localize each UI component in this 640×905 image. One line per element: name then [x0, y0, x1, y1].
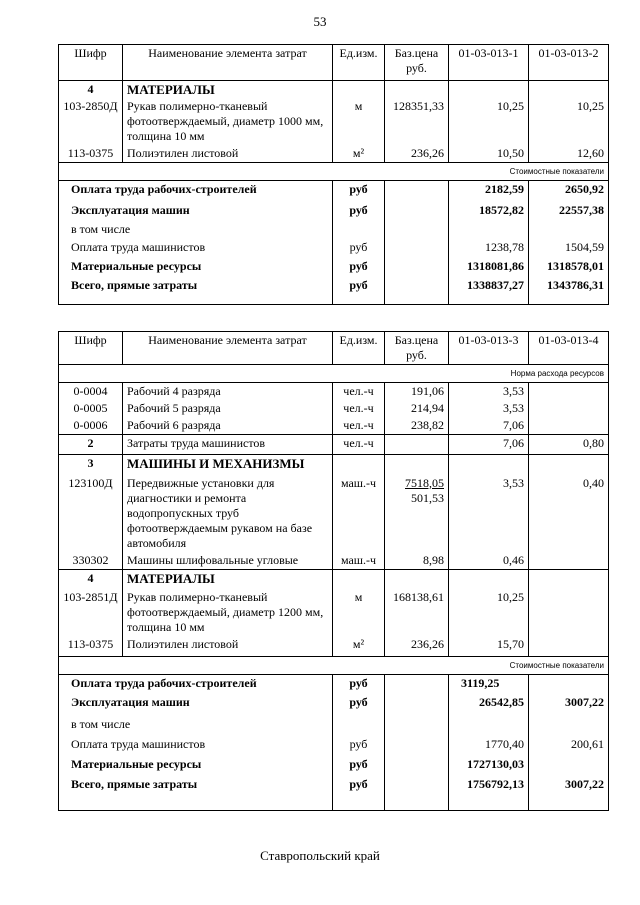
row-v1: 3,53	[449, 400, 529, 417]
row-unit: маш.-ч	[333, 552, 385, 570]
summary-name: Оплата труда рабочих-строителей	[59, 674, 333, 694]
row-price	[385, 435, 449, 455]
summary-v2: 3007,22	[529, 776, 609, 810]
row-v2	[529, 552, 609, 570]
header-col4: 01-03-013-4	[529, 332, 609, 365]
subheader-norm: Норма расхода ресурсов	[59, 365, 609, 383]
section-title: МАТЕРИАЛЫ	[123, 569, 333, 589]
header-code: Шифр	[59, 332, 123, 365]
row-v2: 0,40	[529, 475, 609, 552]
summary-v2: 22557,38	[529, 202, 609, 221]
header-price: Баз.цена руб.	[385, 45, 449, 81]
header-col1: 01-03-013-1	[449, 45, 529, 81]
row-unit: м	[333, 589, 385, 636]
section-code: 3	[59, 455, 123, 475]
summary-unit: руб	[333, 258, 385, 277]
cost-table-2	[58, 331, 609, 811]
summary-name: Оплата труда машинистов	[59, 239, 333, 258]
summary-name: Материальные ресурсы	[59, 258, 333, 277]
row-price: 128351,33	[385, 98, 449, 145]
table-row	[59, 417, 609, 435]
summary-name: Всего, прямые затраты	[59, 776, 333, 810]
summary-unit: руб	[333, 181, 385, 202]
row-name: Затраты труда машинистов	[123, 435, 333, 455]
row-code: 330302	[59, 552, 123, 570]
row-name: Машины шлифовальные угловые	[123, 552, 333, 570]
row-code: 0-0004	[59, 383, 123, 401]
summary-v2: 1504,59	[529, 239, 609, 258]
summary-unit: руб	[333, 776, 385, 810]
row-unit: маш.-ч	[333, 475, 385, 552]
row-price: 236,26	[385, 636, 449, 656]
header-price: Баз.цена руб.	[385, 332, 449, 365]
row-v1: 10,25	[449, 589, 529, 636]
summary-unit: руб	[333, 694, 385, 716]
summary-name: в том числе	[59, 716, 333, 736]
summary-row	[59, 258, 609, 277]
summary-unit: руб	[333, 202, 385, 221]
row-v1: 7,06	[449, 435, 529, 455]
summary-v1: 1238,78	[449, 239, 529, 258]
summary-row	[59, 716, 609, 736]
page-number: 53	[313, 14, 327, 29]
summary-v2: 1318578,01	[529, 258, 609, 277]
row-price: 238,82	[385, 417, 449, 435]
row-v2: 0,80	[529, 435, 609, 455]
summary-v1: 2182,59	[449, 181, 529, 202]
table-row	[59, 435, 609, 455]
row-code: 103-2850Д	[59, 98, 123, 145]
subheader-cost: Стоимостные показатели	[59, 163, 609, 181]
summary-row	[59, 181, 609, 202]
row-price: 236,26	[385, 145, 449, 163]
summary-v1: 1318081,86	[449, 258, 529, 277]
row-v2: 12,60	[529, 145, 609, 163]
summary-unit: руб	[333, 736, 385, 756]
row-v1: 10,25	[449, 98, 529, 145]
summary-v1: 1770,40	[449, 736, 529, 756]
row-price: 191,06	[385, 383, 449, 401]
footer-region: Ставропольский край	[260, 848, 380, 863]
row-code: 123100Д	[59, 475, 123, 552]
row-v2	[529, 400, 609, 417]
row-code: 113-0375	[59, 636, 123, 656]
summary-row	[59, 756, 609, 776]
table-row	[59, 400, 609, 417]
summary-row	[59, 776, 609, 810]
row-v2	[529, 383, 609, 401]
row-name: Рабочий 6 разряда	[123, 417, 333, 435]
section-code: 4	[59, 81, 123, 99]
row-v1: 3,53	[449, 383, 529, 401]
summary-row	[59, 221, 609, 239]
row-price: 214,94	[385, 400, 449, 417]
subheader-cost: Стоимостные показатели	[59, 656, 609, 674]
header-col2: 01-03-013-2	[529, 45, 609, 81]
row-code: 113-0375	[59, 145, 123, 163]
summary-unit: руб	[333, 277, 385, 305]
row-name: Полиэтилен листовой	[123, 145, 333, 163]
summary-name: в том числе	[59, 221, 333, 239]
table-row	[59, 145, 609, 163]
price-bottom: 501,53	[411, 490, 444, 505]
summary-unit: руб	[333, 756, 385, 776]
summary-row	[59, 277, 609, 305]
summary-row	[59, 694, 609, 716]
row-code: 2	[59, 435, 123, 455]
header-code: Шифр	[59, 45, 123, 81]
summary-v1: 1756792,13	[449, 776, 529, 810]
summary-v2	[529, 756, 609, 776]
row-unit: чел.-ч	[333, 435, 385, 455]
row-name: Полиэтилен листовой	[123, 636, 333, 656]
row-v2	[529, 417, 609, 435]
table-row	[59, 383, 609, 401]
header-col3: 01-03-013-3	[449, 332, 529, 365]
cost-table-1	[58, 44, 609, 305]
row-code: 0-0005	[59, 400, 123, 417]
summary-v2: 2650,92	[529, 181, 609, 202]
row-name: Рукав полимерно-тканевый фотоотверждаемый, диаметр 1000 мм, толщина 10 мм	[123, 98, 333, 145]
row-unit: чел.-ч	[333, 383, 385, 401]
table-row	[59, 589, 609, 636]
row-v1: 15,70	[449, 636, 529, 656]
row-name: Рабочий 5 разряда	[123, 400, 333, 417]
summary-name: Всего, прямые затраты	[59, 277, 333, 305]
header-name: Наименование элемента затрат	[123, 332, 333, 365]
row-v1: 7,06	[449, 417, 529, 435]
summary-v2: 1343786,31	[529, 277, 609, 305]
summary-name: Материальные ресурсы	[59, 756, 333, 776]
summary-name: Оплата труда машинистов	[59, 736, 333, 756]
row-unit: чел.-ч	[333, 417, 385, 435]
row-price	[385, 475, 449, 552]
row-name: Передвижные установки для диагностики и ремонта водопропускных труб фотоотверждаемым рукавом на базе автомобиля	[123, 475, 333, 552]
summary-row	[59, 736, 609, 756]
summary-unit: руб	[333, 674, 385, 694]
header-unit: Ед.изм.	[333, 45, 385, 81]
summary-v1: 18572,82	[449, 202, 529, 221]
table-row	[59, 475, 609, 552]
section-title: МАШИНЫ И МЕХАНИЗМЫ	[123, 455, 333, 475]
row-v1: 0,46	[449, 552, 529, 570]
summary-v2: 200,61	[529, 736, 609, 756]
row-name: Рабочий 4 разряда	[123, 383, 333, 401]
summary-v1: 1727130,03	[449, 756, 529, 776]
header-name: Наименование элемента затрат	[123, 45, 333, 81]
row-v1: 10,50	[449, 145, 529, 163]
row-code: 0-0006	[59, 417, 123, 435]
summary-v2: 3007,22	[529, 694, 609, 716]
price-top: 7518,05	[405, 475, 444, 490]
row-unit: чел.-ч	[333, 400, 385, 417]
summary-unit: руб	[333, 239, 385, 258]
row-unit: м	[333, 98, 385, 145]
summary-v1: 1338837,27	[449, 277, 529, 305]
summary-name: Оплата труда рабочих-строителей	[59, 181, 333, 202]
row-unit: м²	[333, 636, 385, 656]
table-row	[59, 98, 609, 145]
row-v2	[529, 589, 609, 636]
row-v2: 10,25	[529, 98, 609, 145]
row-name: Рукав полимерно-тканевый фотоотверждаемый, диаметр 1200 мм, толщина 10 мм	[123, 589, 333, 636]
row-price: 168138,61	[385, 589, 449, 636]
summary-name: Эксплуатация машин	[59, 694, 333, 716]
row-v1: 3,53	[449, 475, 529, 552]
summary-v2	[529, 674, 609, 694]
summary-v1: 26542,85	[449, 694, 529, 716]
row-price: 8,98	[385, 552, 449, 570]
table-row	[59, 552, 609, 570]
summary-row	[59, 239, 609, 258]
row-v2	[529, 636, 609, 656]
section-code: 4	[59, 569, 123, 589]
row-unit: м²	[333, 145, 385, 163]
summary-v1: 3119,25	[449, 674, 529, 694]
summary-row	[59, 202, 609, 221]
header-unit: Ед.изм.	[333, 332, 385, 365]
table-row	[59, 636, 609, 656]
row-code: 103-2851Д	[59, 589, 123, 636]
summary-row	[59, 674, 609, 694]
summary-name: Эксплуатация машин	[59, 202, 333, 221]
section-title: МАТЕРИАЛЫ	[123, 81, 333, 99]
